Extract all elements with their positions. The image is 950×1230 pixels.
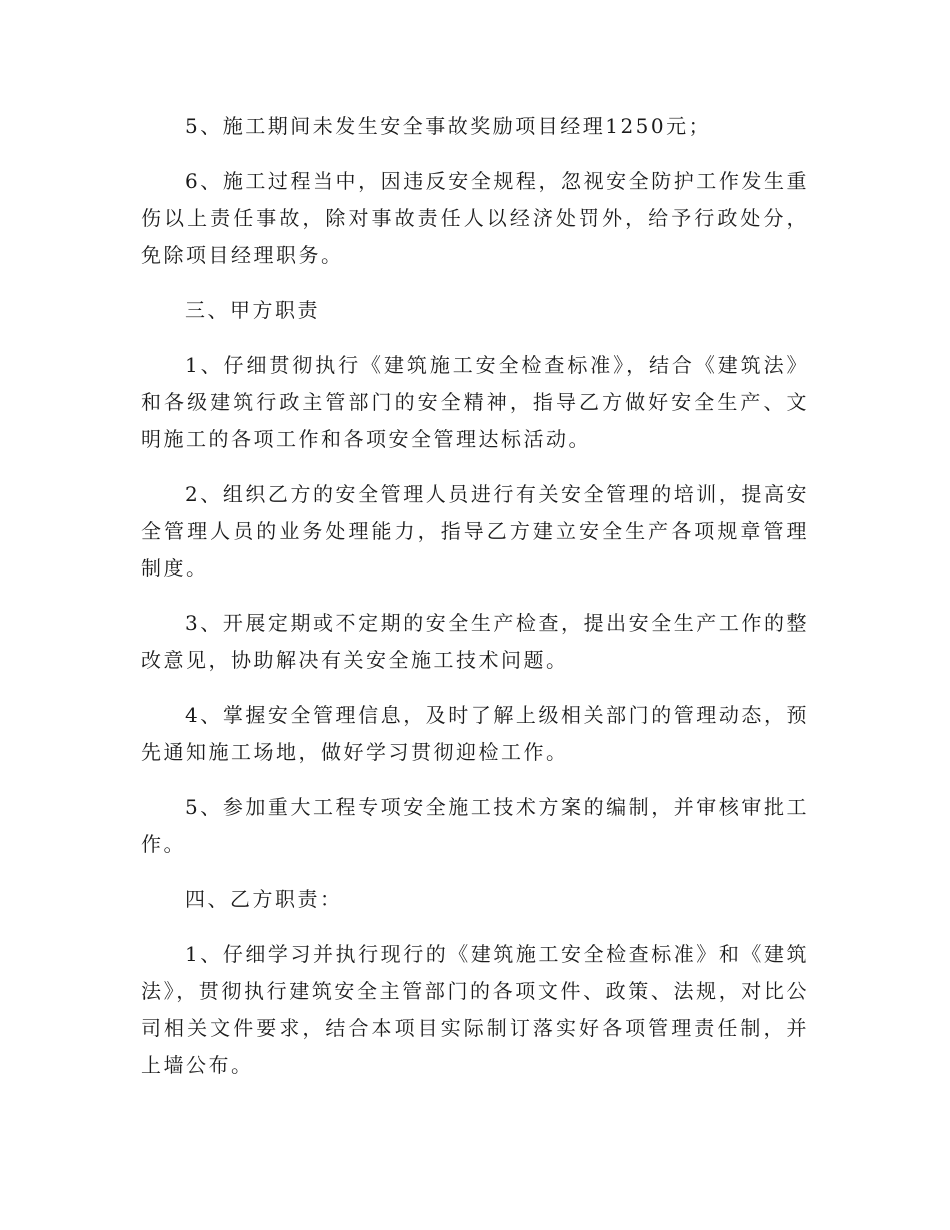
paragraph-party-b-duty-1: 1、仔细学习并执行现行的《建筑施工安全检查标准》和《建筑法》，贯彻执行建筑安全主管部门的各项文件、政策、法规，对比公司相关文件要求，结合本项目实际制订落实好各项管理责任制，并上墙公布。 — [141, 942, 809, 1077]
paragraph-party-a-duty-2: 2、组织乙方的安全管理人员进行有关安全管理的培训，提高安全管理人员的业务处理能力，指导乙方建立安全生产各项规章管理制度。 — [141, 482, 809, 580]
paragraph-party-a-duty-1: 1、仔细贯彻执行《建筑施工安全检查标准》，结合《建筑法》和各级建筑行政主管部门的安全精神，指导乙方做好安全生产、文明施工的各项工作和各项安全管理达标活动。 — [141, 353, 809, 451]
paragraph-party-a-duty-4: 4、掌握安全管理信息，及时了解上级相关部门的管理动态，预先通知施工场地，做好学习贯彻迎检工作。 — [141, 703, 809, 764]
paragraph-party-a-duty-3: 3、开展定期或不定期的安全生产检查，提出安全生产工作的整改意见，协助解决有关安全施工技术问题。 — [141, 611, 809, 672]
section-heading-party-b-duties: 四、乙方职责： — [185, 887, 343, 911]
paragraph-penalty-serious-injury: 6、施工过程当中，因违反安全规程，忽视安全防护工作发生重伤以上责任事故，除对事故责任人以经济处罚外，给予行政处分，免除项目经理职务。 — [141, 169, 809, 267]
paragraph-party-a-duty-5: 5、参加重大工程专项安全施工技术方案的编制，并审核审批工作。 — [141, 795, 809, 856]
paragraph-reward-1250: 5、施工期间未发生安全事故奖励项目经理1250元； — [185, 114, 712, 138]
document-body — [141, 108, 809, 1102]
section-heading-party-a-duties: 三、甲方职责 — [185, 298, 320, 322]
